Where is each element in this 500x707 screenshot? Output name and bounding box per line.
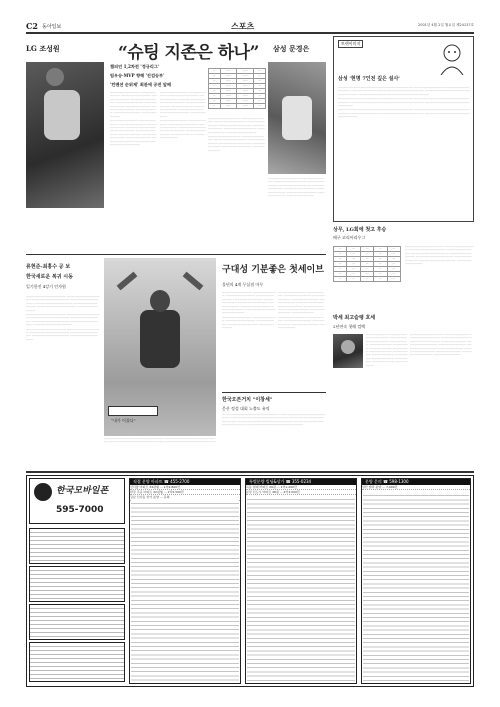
tennis-photo: [104, 258, 216, 436]
ad-column-2-fill: [247, 496, 355, 682]
headshot-photo: [333, 334, 363, 368]
middle2-headline: 한국오픈거치 "이창세": [222, 397, 273, 403]
ad-listing-box: [29, 566, 125, 602]
ad-listing-row: 목동 현대 아파트 29평 ... 1억1,200만: [246, 485, 356, 490]
ad-block[interactable]: [26, 475, 474, 687]
ad-divider: [26, 471, 474, 473]
left-story-subhead: 류현준-최홍수 공 보: [26, 264, 71, 270]
ball-shape: [46, 68, 64, 86]
lead-body-col2: ㅡㅡㅡㅡㅡㅡㅡㅡㅡㅡㅡ ㅡㅡㅡㅡㅡㅡㅡㅡㅡㅡ ㅡㅡㅡㅡㅡㅡㅡㅡㅡㅡㅡㅡ ㅡㅡㅡㅡㅡㅡㅡㅡㅡ ㅡㅡㅡㅡㅡㅡㅡㅡㅡㅡㅡ ㅡㅡㅡㅡㅡㅡㅡㅡㅡㅡ ㅡㅡㅡㅡㅡㅡㅡㅡㅡㅡㅡㅡ ㅡㅡㅡㅡㅡㅡㅡㅡㅡ ㅡㅡㅡㅡㅡㅡㅡㅡㅡㅡㅡ ㅡㅡㅡㅡㅡㅡㅡㅡㅡㅡ ㅡㅡㅡㅡㅡㅡㅡㅡㅡㅡㅡㅡ ㅡㅡㅡㅡㅡㅡㅡㅡㅡ ㅡㅡㅡㅡㅡㅡㅡㅡㅡㅡㅡ ㅡㅡㅡㅡㅡㅡㅡㅡㅡㅡ ㅡㅡㅡㅡㅡㅡㅡㅡㅡㅡㅡㅡ ㅡㅡㅡㅡㅡㅡㅡㅡㅡ ㅡㅡㅡㅡㅡㅡㅡㅡㅡㅡㅡ ㅡㅡㅡㅡㅡㅡㅡㅡㅡㅡ ㅡㅡㅡㅡㅡㅡㅡㅡㅡㅡㅡㅡ ㅡㅡㅡㅡㅡㅡㅡㅡㅡ ㅡㅡㅡㅡㅡㅡㅡㅡㅡㅡㅡ: [160, 92, 206, 141]
lead-headline: “슈팅 지존은 하나”: [118, 43, 259, 63]
sidebar-column-headline: 삼성 '현명 7인전 깊은 설사': [338, 76, 400, 82]
left-story-subhead: 한국새로운 복귀 시동: [26, 274, 73, 280]
dateline: 2001년 4월 2일 월요일 제24137호: [418, 23, 474, 27]
middle-headline: 구대성 기분좋은 첫세이브: [222, 265, 324, 275]
photo-caption: “내가 이겼다”: [111, 418, 136, 423]
sidebar-column-label: 트랜이미지: [338, 40, 363, 48]
ad-banner: 직접 분양 아파트 ☎ 455-2700: [130, 479, 240, 485]
ad-banner: 분양 문의 ☎ 598-1300: [362, 479, 470, 485]
ad-listing-box: [29, 604, 125, 640]
player-photo-jo: [26, 62, 104, 208]
ad-brand: 한국모바일폰: [56, 486, 109, 496]
ad-banner: 특별분양 빌딩&상가 ☎ 355-0234: [246, 479, 356, 485]
page-header: [26, 20, 474, 34]
left-story-body: ㅡㅡㅡㅡㅡㅡㅡㅡㅡㅡㅡㅡㅡㅡㅡㅡ ㅡㅡㅡㅡㅡㅡㅡㅡㅡㅡㅡㅡㅡㅡ ㅡㅡㅡㅡㅡㅡㅡㅡㅡㅡㅡㅡㅡㅡㅡㅡ ㅡㅡㅡㅡㅡㅡㅡㅡㅡㅡㅡㅡㅡㅡ ㅡㅡㅡㅡㅡㅡㅡㅡㅡㅡㅡㅡㅡㅡㅡ ㅡㅡㅡㅡㅡㅡㅡㅡㅡㅡㅡㅡㅡㅡ ㅡㅡㅡㅡㅡㅡㅡㅡㅡㅡㅡㅡㅡㅡㅡㅡ ㅡㅡㅡㅡㅡㅡㅡㅡㅡㅡㅡㅡ ㅡㅡㅡㅡㅡㅡㅡㅡㅡㅡㅡㅡㅡㅡㅡㅡ ㅡㅡㅡㅡㅡㅡㅡㅡㅡㅡㅡㅡㅡㅡ ㅡㅡㅡㅡㅡㅡㅡㅡㅡㅡㅡㅡㅡㅡㅡㅡ ㅡㅡㅡㅡㅡㅡㅡㅡㅡㅡㅡㅡㅡ ㅡㅡㅡㅡㅡㅡㅡㅡㅡㅡㅡㅡㅡㅡㅡ ㅡㅡㅡㅡㅡㅡㅡㅡㅡㅡㅡㅡㅡㅡ ㅡㅡㅡㅡㅡㅡㅡㅡㅡㅡㅡㅡㅡㅡㅡ ㅡㅡㅡㅡㅡㅡㅡㅡㅡㅡㅡㅡㅡㅡㅡㅡ ㅡㅡㅡㅡㅡㅡㅡㅡㅡㅡㅡㅡㅡㅡ ㅡㅡㅡㅡㅡㅡㅡㅡㅡㅡㅡㅡㅡㅡㅡㅡ ㅡㅡㅡㅡㅡㅡㅡㅡㅡㅡㅡㅡㅡ ㅡㅡㅡㅡㅡㅡㅡㅡㅡㅡㅡㅡㅡㅡㅡ ㅡㅡㅡㅡㅡㅡㅡㅡㅡㅡㅡㅡㅡㅡ: [26, 296, 100, 342]
middle2-subhead: 몽산 정성 대회 노출도 유익: [222, 406, 270, 411]
page-number: C2: [26, 21, 38, 31]
middle-body-col2: ㅡㅡㅡㅡㅡㅡㅡㅡㅡㅡㅡ ㅡㅡㅡㅡㅡㅡㅡㅡㅡ ㅡㅡㅡㅡㅡㅡㅡㅡㅡㅡㅡ ㅡㅡㅡㅡㅡㅡㅡㅡㅡㅡ ㅡㅡㅡㅡㅡㅡㅡㅡㅡㅡㅡ ㅡㅡㅡㅡㅡㅡㅡㅡㅡ ㅡㅡㅡㅡㅡㅡㅡㅡㅡㅡㅡ ㅡㅡㅡㅡㅡㅡㅡㅡㅡㅡ ㅡㅡㅡㅡㅡㅡㅡㅡㅡㅡㅡ ㅡㅡㅡㅡㅡㅡㅡㅡㅡ ㅡㅡㅡㅡㅡㅡㅡㅡㅡㅡㅡ ㅡㅡㅡㅡㅡㅡㅡㅡㅡ ㅡㅡㅡㅡㅡㅡㅡㅡㅡㅡㅡ ㅡㅡㅡㅡㅡㅡㅡㅡㅡ ㅡㅡㅡㅡㅡㅡㅡㅡㅡㅡㅡ ㅡㅡㅡㅡㅡㅡㅡㅡㅡㅡ ㅡㅡㅡㅡㅡㅡㅡㅡㅡㅡㅡ ㅡㅡㅡㅡㅡㅡㅡㅡㅡ: [278, 292, 325, 331]
ad-listing-row: 강남 신사동 상가 분양 ... 문의: [130, 495, 240, 500]
ad-listing-row: 한강 주공 아파트 32평형 ... 1억5,500만: [130, 490, 240, 495]
middle-divider: [222, 392, 326, 393]
right-feature-subhead: 2년연속 첫레 컴백: [333, 324, 366, 329]
player-head: [150, 290, 170, 312]
right-feature-headline: 박세 최고슬랭 호세: [333, 315, 376, 321]
lead-subheads: [110, 62, 206, 89]
ad-listing-box: [29, 528, 125, 564]
ad-brand-cell[interactable]: [29, 478, 125, 524]
ad-logo-icon: [34, 483, 52, 501]
lead-opponent: 삼성 문경은: [273, 44, 310, 53]
ad-phone: 595-7000: [56, 505, 104, 515]
tennis-photo-cutline: ㅡㅡㅡㅡㅡㅡㅡㅡㅡㅡㅡㅡㅡㅡㅡㅡㅡㅡㅡㅡㅡㅡㅡㅡ ㅡㅡㅡㅡㅡㅡㅡㅡㅡㅡㅡㅡㅡㅡㅡㅡㅡㅡㅡㅡㅡ ㅡㅡㅡㅡㅡㅡㅡㅡㅡㅡㅡㅡㅡㅡㅡㅡㅡㅡㅡㅡㅡㅡㅡ ㅡㅡㅡㅡㅡㅡㅡㅡㅡㅡㅡㅡㅡㅡㅡㅡㅡㅡㅡㅡ: [104, 438, 216, 445]
standings-table: ㅡ ㅡ ㅡ ㅡ ㅡ ㅡ ㅡ ㅡ ㅡ ㅡ ㅡ ㅡ ㅡ ㅡ ㅡ ㅡ ㅡ ㅡ ㅡ ㅡ ㅡ ㅡ ㅡ ㅡ ㅡ ㅡ ㅡ ㅡ ㅡ ㅡ ㅡ ㅡ ㅡ ㅡ ㅡ: [333, 246, 401, 282]
raised-arm: [117, 272, 138, 291]
header-rule: [26, 32, 474, 34]
section-divider: [26, 254, 326, 255]
right-story-heads: [333, 226, 474, 241]
ad-listing-row: 신서울 아파트 34평형 ... 1억2,800만: [130, 485, 240, 490]
right-feature-body-col2: ㅡㅡㅡㅡㅡㅡㅡㅡㅡㅡㅡㅡㅡ ㅡㅡㅡㅡㅡㅡㅡㅡㅡㅡ ㅡㅡㅡㅡㅡㅡㅡㅡㅡㅡㅡㅡㅡ ㅡㅡㅡㅡㅡㅡㅡㅡㅡㅡㅡ ㅡㅡㅡㅡㅡㅡㅡㅡㅡㅡㅡㅡㅡ ㅡㅡㅡㅡㅡㅡㅡㅡㅡㅡ ㅡㅡㅡㅡㅡㅡㅡㅡㅡㅡㅡㅡㅡ ㅡㅡㅡㅡㅡㅡㅡㅡㅡㅡㅡ ㅡㅡㅡㅡㅡㅡㅡㅡㅡㅡㅡㅡㅡ ㅡㅡㅡㅡㅡㅡㅡㅡㅡㅡ ㅡㅡㅡㅡㅡㅡㅡㅡㅡㅡㅡㅡㅡ ㅡㅡㅡㅡㅡㅡㅡㅡㅡㅡ ㅡㅡㅡㅡㅡㅡㅡㅡㅡㅡㅡㅡㅡ ㅡㅡㅡㅡㅡㅡㅡㅡㅡㅡㅡ: [410, 334, 472, 358]
sidebar-column-box: [333, 36, 474, 222]
right-story-headline: 상무, LG회에 첫고 후승: [333, 227, 387, 233]
middle-body-col1: ㅡㅡㅡㅡㅡㅡㅡㅡㅡㅡㅡㅡ ㅡㅡㅡㅡㅡㅡㅡㅡㅡㅡ ㅡㅡㅡㅡㅡㅡㅡㅡㅡㅡㅡㅡ ㅡㅡㅡㅡㅡㅡㅡㅡㅡㅡㅡ ㅡㅡㅡㅡㅡㅡㅡㅡㅡㅡㅡㅡ ㅡㅡㅡㅡㅡㅡㅡㅡㅡㅡ ㅡㅡㅡㅡㅡㅡㅡㅡㅡㅡㅡㅡ ㅡㅡㅡㅡㅡㅡㅡㅡㅡ ㅡㅡㅡㅡㅡㅡㅡㅡㅡㅡㅡㅡ ㅡㅡㅡㅡㅡㅡㅡㅡㅡㅡ ㅡㅡㅡㅡㅡㅡㅡㅡㅡㅡㅡㅡ ㅡㅡㅡㅡㅡㅡㅡㅡㅡ ㅡㅡㅡㅡㅡㅡㅡㅡㅡㅡㅡㅡ ㅡㅡㅡㅡㅡㅡㅡㅡㅡㅡ ㅡㅡㅡㅡㅡㅡㅡㅡㅡㅡㅡㅡ ㅡㅡㅡㅡㅡㅡㅡㅡㅡ ㅡㅡㅡㅡㅡㅡㅡㅡㅡㅡㅡㅡ ㅡㅡㅡㅡㅡㅡㅡㅡㅡㅡ: [222, 292, 276, 331]
section-title: 스포츠: [231, 21, 255, 31]
right-feature-body-col1: ㅡㅡㅡㅡㅡㅡㅡㅡㅡ ㅡㅡㅡㅡㅡㅡㅡ ㅡㅡㅡㅡㅡㅡㅡㅡㅡ ㅡㅡㅡㅡㅡㅡㅡ ㅡㅡㅡㅡㅡㅡㅡㅡㅡ ㅡㅡㅡㅡㅡㅡㅡㅡ ㅡㅡㅡㅡㅡㅡㅡㅡㅡ ㅡㅡㅡㅡㅡㅡㅡ ㅡㅡㅡㅡㅡㅡㅡㅡㅡ ㅡㅡㅡㅡㅡㅡㅡ ㅡㅡㅡㅡㅡㅡㅡㅡㅡ ㅡㅡㅡㅡㅡㅡㅡㅡ ㅡㅡㅡㅡㅡㅡㅡㅡㅡ ㅡㅡㅡㅡㅡㅡㅡ ㅡㅡㅡㅡㅡㅡㅡㅡㅡ ㅡㅡㅡㅡㅡㅡㅡ ㅡㅡㅡㅡㅡㅡㅡㅡㅡ ㅡㅡㅡㅡㅡㅡㅡㅡ: [366, 334, 408, 368]
ad-column-1-fill: [131, 500, 239, 682]
lead-body-col1: ㅡㅡㅡㅡㅡㅡㅡㅡㅡㅡㅡㅡ ㅡㅡㅡㅡㅡㅡㅡㅡㅡㅡ ㅡㅡㅡㅡㅡㅡㅡㅡㅡㅡㅡㅡ ㅡㅡㅡㅡㅡㅡㅡㅡㅡㅡ ㅡㅡㅡㅡㅡㅡㅡㅡㅡㅡㅡㅡ ㅡㅡㅡㅡㅡㅡㅡㅡㅡㅡㅡ ㅡㅡㅡㅡㅡㅡㅡㅡㅡㅡㅡ ㅡㅡㅡㅡㅡㅡㅡㅡㅡㅡ ㅡㅡㅡㅡㅡㅡㅡㅡㅡㅡㅡㅡ ㅡㅡㅡㅡㅡㅡㅡㅡㅡ ㅡㅡㅡㅡㅡㅡㅡㅡㅡㅡㅡ ㅡㅡㅡㅡㅡㅡㅡㅡㅡㅡ ㅡㅡㅡㅡㅡㅡㅡㅡㅡㅡㅡ ㅡㅡㅡㅡㅡㅡㅡㅡㅡㅡ ㅡㅡㅡㅡㅡㅡㅡㅡㅡㅡㅡ ㅡㅡㅡㅡㅡㅡㅡㅡㅡㅡ ㅡㅡㅡㅡㅡㅡㅡㅡㅡㅡㅡㅡ ㅡㅡㅡㅡㅡㅡㅡㅡㅡㅡ ㅡㅡㅡㅡㅡㅡㅡㅡㅡㅡㅡ ㅡㅡㅡㅡㅡㅡㅡㅡㅡ ㅡㅡㅡㅡㅡㅡㅡㅡㅡㅡㅡㅡ ㅡㅡㅡㅡㅡㅡㅡㅡㅡㅡ ㅡㅡㅡㅡㅡㅡㅡㅡㅡㅡㅡ ㅡㅡㅡㅡㅡㅡㅡㅡㅡ ㅡㅡㅡㅡㅡㅡㅡㅡㅡㅡㅡㅡ: [110, 92, 157, 148]
raised-arm: [183, 272, 204, 291]
ad-listing-row: 분당 신도시 아파트 48평 ... 2억3,000만: [246, 490, 356, 495]
ad-left-listings[interactable]: [29, 528, 125, 684]
jersey-shape: [44, 90, 80, 140]
left-story-subhead: 일기한진 4강기 인자원: [26, 284, 66, 289]
lead-subhead: 팀우승·MVP 향해 '진검승부': [110, 73, 165, 78]
middle-subhead: 올년의 4개 무실점 마무: [222, 282, 264, 287]
stats-table: ㅡ ㅡㅡ ㅡㅡ ㅡ ㅡ ㅡㅡ ㅡㅡ ㅡ ㅡ ㅡㅡ ㅡㅡ ㅡ ㅡ ㅡㅡ ㅡㅡ ㅡ ㅡ ㅡㅡ ㅡㅡ ㅡ ㅡ ㅡㅡ ㅡㅡ ㅡ ㅡ ㅡㅡ ㅡㅡ ㅡ ㅡ ㅡㅡ ㅡㅡ ㅡ: [208, 68, 266, 109]
right-story-subhead: 배구 코리아리우그: [333, 235, 366, 240]
paper-name: 동아일보: [42, 24, 62, 30]
photo-caption-box: [108, 406, 158, 423]
player-figure: [140, 310, 180, 368]
jersey-shape: [282, 96, 312, 140]
ad-listing-box: [29, 642, 125, 682]
right-story-body: ㅡㅡㅡㅡㅡㅡㅡㅡㅡㅡㅡㅡㅡㅡㅡ ㅡㅡㅡㅡㅡㅡㅡㅡㅡㅡㅡㅡㅡ ㅡㅡㅡㅡㅡㅡㅡㅡㅡㅡㅡㅡㅡㅡㅡ ㅡㅡㅡㅡㅡㅡㅡㅡㅡㅡㅡㅡ ㅡㅡㅡㅡㅡㅡㅡㅡㅡㅡㅡㅡㅡㅡㅡ ㅡㅡㅡㅡㅡㅡㅡㅡㅡㅡㅡㅡㅡ ㅡㅡㅡㅡㅡㅡㅡㅡㅡㅡㅡㅡㅡㅡㅡ ㅡㅡㅡㅡㅡㅡㅡㅡㅡㅡㅡㅡ ㅡㅡㅡㅡㅡㅡㅡㅡㅡㅡㅡㅡㅡㅡㅡ ㅡㅡㅡㅡㅡㅡㅡㅡㅡㅡㅡㅡㅡ: [405, 246, 474, 267]
cartoon-illustration: [435, 41, 469, 75]
sidebar-column-body: ㅡㅡㅡㅡㅡㅡㅡㅡㅡㅡㅡㅡㅡㅡㅡㅡㅡㅡㅡㅡㅡㅡㅡㅡㅡㅡㅡㅡㅡㅡ ㅡㅡㅡㅡㅡㅡㅡㅡㅡㅡㅡㅡㅡㅡㅡㅡㅡㅡㅡㅡㅡㅡㅡㅡㅡㅡㅡ ㅡㅡㅡㅡㅡㅡㅡㅡㅡㅡㅡㅡㅡㅡㅡㅡㅡㅡㅡㅡㅡㅡㅡㅡㅡㅡㅡㅡㅡ ㅡㅡㅡㅡㅡㅡㅡㅡㅡㅡㅡㅡㅡㅡㅡㅡㅡㅡㅡㅡㅡㅡㅡㅡㅡㅡ ㅡㅡㅡㅡㅡㅡㅡㅡㅡㅡㅡㅡㅡㅡㅡㅡㅡㅡㅡㅡㅡㅡㅡㅡㅡㅡㅡㅡ ㅡㅡㅡㅡㅡㅡㅡㅡㅡㅡㅡㅡㅡㅡㅡㅡㅡㅡㅡㅡㅡㅡㅡㅡㅡㅡㅡㅡㅡㅡ ㅡㅡㅡㅡㅡㅡㅡㅡㅡㅡㅡㅡㅡㅡㅡㅡㅡㅡㅡㅡㅡㅡㅡㅡㅡㅡㅡ ㅡㅡㅡㅡㅡㅡㅡㅡㅡㅡㅡㅡㅡㅡㅡㅡㅡㅡㅡㅡㅡㅡㅡㅡㅡㅡㅡㅡㅡ ㅡㅡㅡㅡㅡㅡㅡㅡㅡㅡㅡㅡㅡㅡㅡㅡㅡㅡㅡㅡㅡㅡㅡㅡ ㅡㅡㅡㅡㅡㅡㅡㅡㅡㅡㅡㅡㅡㅡㅡㅡㅡㅡㅡㅡㅡㅡㅡㅡㅡㅡㅡㅡㅡㅡ ㅡㅡㅡㅡㅡㅡㅡㅡㅡㅡㅡㅡㅡㅡㅡㅡㅡㅡㅡㅡㅡㅡㅡㅡㅡㅡㅡ ㅡㅡㅡㅡㅡㅡㅡㅡㅡㅡㅡㅡㅡㅡㅡㅡㅡㅡㅡㅡㅡㅡㅡㅡㅡㅡㅡㅡㅡ ㅡㅡㅡㅡㅡㅡㅡㅡㅡㅡㅡㅡㅡㅡㅡㅡㅡㅡㅡㅡㅡㅡㅡㅡㅡㅡ: [338, 87, 470, 120]
lead-subhead: '컨벤션 순위제' 최관에 공전 앞배: [110, 82, 171, 87]
left-story-heads: [26, 262, 96, 291]
lead-body-col4: ㅡㅡㅡㅡㅡㅡㅡㅡㅡㅡㅡㅡㅡ ㅡㅡㅡㅡㅡㅡㅡㅡㅡㅡㅡ ㅡㅡㅡㅡㅡㅡㅡㅡㅡㅡㅡㅡㅡ ㅡㅡㅡㅡㅡㅡㅡㅡㅡㅡㅡ ㅡㅡㅡㅡㅡㅡㅡㅡㅡㅡㅡㅡㅡ ㅡㅡㅡㅡㅡㅡㅡㅡㅡㅡㅡ ㅡㅡㅡㅡㅡㅡㅡㅡㅡㅡㅡㅡㅡ ㅡㅡㅡㅡㅡㅡㅡㅡㅡㅡ ㅡㅡㅡㅡㅡㅡㅡㅡㅡㅡㅡㅡ ㅡㅡㅡㅡㅡㅡㅡㅡㅡㅡ ㅡㅡㅡㅡㅡㅡㅡㅡㅡㅡㅡ: [268, 178, 325, 199]
lead-kicker: LG 조성원: [26, 44, 60, 53]
middle2-body: ㅡㅡㅡㅡㅡㅡㅡㅡㅡㅡㅡㅡㅡㅡㅡㅡㅡㅡㅡㅡㅡㅡㅡ ㅡㅡㅡㅡㅡㅡㅡㅡㅡㅡㅡㅡㅡㅡㅡㅡㅡㅡㅡㅡㅡ ㅡㅡㅡㅡㅡㅡㅡㅡㅡㅡㅡㅡㅡㅡㅡㅡㅡㅡㅡㅡㅡㅡㅡ ㅡㅡㅡㅡㅡㅡㅡㅡㅡㅡㅡㅡㅡㅡㅡㅡㅡㅡㅡㅡ ㅡㅡㅡㅡㅡㅡㅡㅡㅡㅡㅡㅡㅡㅡㅡㅡㅡㅡㅡㅡㅡㅡ ㅡㅡㅡㅡㅡㅡㅡㅡㅡㅡㅡㅡㅡㅡㅡㅡㅡㅡㅡㅡㅡ ㅡㅡㅡㅡㅡㅡㅡㅡㅡㅡㅡㅡㅡㅡㅡㅡㅡㅡㅡㅡㅡㅡㅡ: [222, 414, 326, 428]
lead-subhead: 챔피언 1,2차전 '정규리그': [110, 64, 160, 69]
ad-listing-row: 일산 빌라 분양 ... 7,900만: [362, 485, 470, 490]
lead-body-col3: ㅡㅡㅡㅡㅡㅡㅡㅡㅡㅡㅡㅡㅡ ㅡㅡㅡㅡㅡㅡㅡㅡㅡㅡㅡ ㅡㅡㅡㅡㅡㅡㅡㅡㅡㅡㅡㅡㅡ ㅡㅡㅡㅡㅡㅡㅡㅡㅡㅡㅡ ㅡㅡㅡㅡㅡㅡㅡㅡㅡㅡㅡㅡㅡ ㅡㅡㅡㅡㅡㅡㅡㅡㅡㅡㅡ ㅡㅡㅡㅡㅡㅡㅡㅡㅡㅡㅡㅡㅡ ㅡㅡㅡㅡㅡㅡㅡㅡㅡㅡ ㅡㅡㅡㅡㅡㅡㅡㅡㅡㅡㅡㅡ ㅡㅡㅡㅡㅡㅡㅡㅡㅡㅡㅡㅡㅡ ㅡㅡㅡㅡㅡㅡㅡㅡㅡㅡㅡ ㅡㅡㅡㅡㅡㅡㅡㅡㅡㅡㅡㅡㅡ ㅡㅡㅡㅡㅡㅡㅡㅡㅡㅡㅡ ㅡㅡㅡㅡㅡㅡㅡㅡㅡㅡㅡㅡㅡ ㅡㅡㅡㅡㅡㅡㅡㅡㅡㅡ ㅡㅡㅡㅡㅡㅡㅡㅡㅡㅡㅡㅡ ㅡㅡㅡㅡㅡㅡㅡㅡㅡㅡ: [208, 118, 265, 153]
player-photo-moon: [268, 62, 326, 174]
ad-column-3-fill: [363, 492, 469, 682]
headshot-face: [341, 340, 355, 354]
